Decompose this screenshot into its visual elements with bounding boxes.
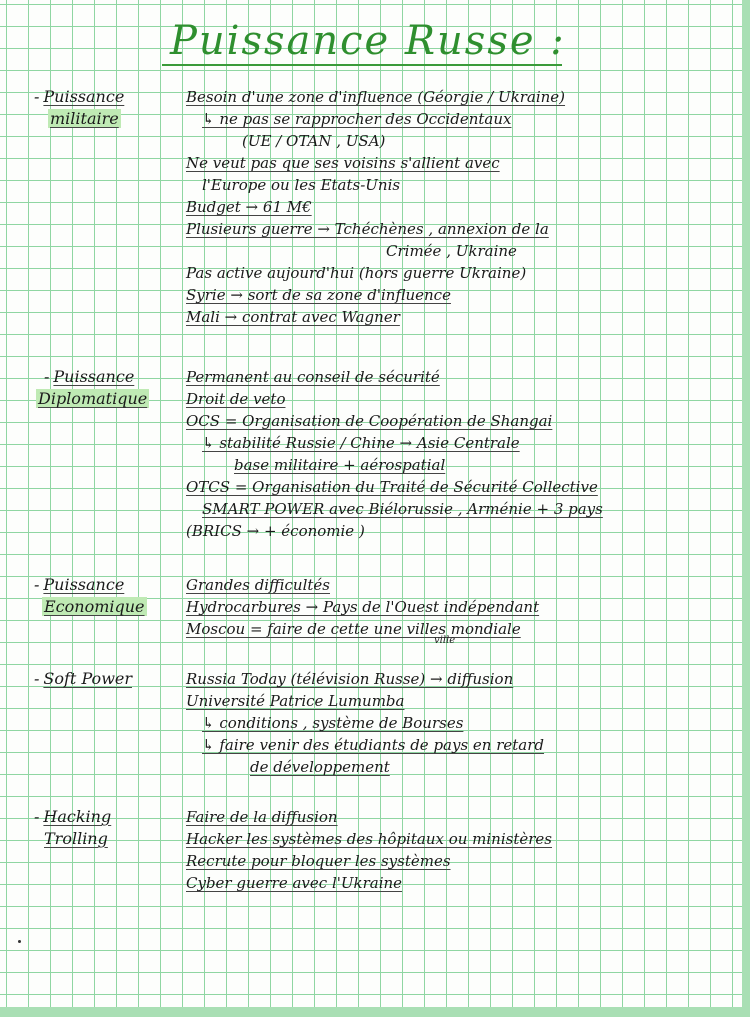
note-line: Faire de la diffusion bbox=[186, 808, 338, 826]
note-line-annotation: ville bbox=[434, 635, 456, 646]
note-line: OCS = Organisation de Coopération de Shangai bbox=[186, 412, 553, 430]
heading-line: Puissance bbox=[43, 575, 125, 594]
note-line: ↳ conditions , système de Bourses bbox=[202, 714, 464, 732]
note-line: Besoin d'une zone d'influence (Géorgie / Ukraine) bbox=[186, 88, 566, 106]
note-line: Permanent au conseil de sécurité bbox=[186, 368, 440, 386]
section-heading: - Hacking Trolling bbox=[34, 807, 112, 848]
heading-line: Soft Power bbox=[43, 669, 132, 688]
heading-line: Hacking bbox=[43, 807, 112, 826]
note-line: Russia Today (télévision Russe) → diffusion bbox=[186, 670, 514, 688]
note-line: (UE / OTAN , USA) bbox=[242, 132, 386, 150]
note-line: ↳ stabilité Russie / Chine → Asie Centrale bbox=[202, 434, 520, 452]
note-line: Hydrocarbures → Pays de l'Ouest indépendant bbox=[186, 598, 540, 616]
note-line: ↳ faire venir des étudiants de pays en retard bbox=[202, 736, 545, 754]
section-body bbox=[186, 806, 726, 894]
note-line: Cyber guerre avec l'Ukraine bbox=[186, 874, 403, 892]
note-line: Pas active aujourd'hui (hors guerre Ukraine) bbox=[186, 264, 527, 282]
note-line: Budget → 61 M€ bbox=[186, 198, 312, 216]
heading-line: Diplomatique bbox=[38, 389, 148, 408]
section-heading: - Soft Power bbox=[34, 669, 132, 688]
note-line: Hacker les systèmes des hôpitaux ou ministères bbox=[186, 830, 552, 848]
section-body bbox=[186, 86, 726, 328]
note-line: Plusieurs guerre → Tchéchènes , annexion de la bbox=[186, 220, 549, 238]
note-line: ↳ ne pas se rapprocher des Occidentaux bbox=[202, 110, 512, 128]
note-line: Moscou = faire de cette une villes mondiale bbox=[186, 620, 521, 638]
heading-line: militaire bbox=[50, 109, 119, 128]
section-body bbox=[186, 366, 726, 542]
note-line: l'Europe ou les Etats-Unis bbox=[202, 176, 401, 194]
note-line: Recrute pour bloquer les systèmes bbox=[186, 852, 451, 870]
title-underline bbox=[162, 64, 562, 66]
section-body bbox=[186, 668, 726, 778]
note-line: Mali → contrat avec Wagner bbox=[186, 308, 400, 326]
note-line: OTCS = Organisation du Traité de Sécurité Collective bbox=[186, 478, 598, 496]
section-heading: - Puissance Economique bbox=[34, 575, 145, 616]
pen-dot bbox=[18, 940, 21, 943]
section-heading: - Puissance Diplomatique bbox=[38, 367, 148, 408]
note-line: de développement bbox=[250, 758, 390, 776]
note-line: base militaire + aérospatial bbox=[234, 456, 446, 474]
note-line: Droit de veto bbox=[186, 390, 286, 408]
heading-line: Puissance bbox=[43, 87, 125, 106]
heading-line: Economique bbox=[44, 597, 145, 616]
note-line: Syrie → sort de sa zone d'influence bbox=[186, 286, 451, 304]
note-line: SMART POWER avec Biélorussie , Arménie + 3 pays bbox=[202, 500, 603, 518]
page-title: Puissance Russe : bbox=[170, 18, 566, 64]
heading-line: Trolling bbox=[44, 829, 108, 848]
heading-line: Puissance bbox=[53, 367, 135, 386]
section-body bbox=[186, 574, 726, 646]
section-heading: - Puissance militaire bbox=[34, 87, 125, 128]
note-line: Grandes difficultés bbox=[186, 576, 330, 594]
note-line: Ne veut pas que ses voisins s'allient avec bbox=[186, 154, 500, 172]
note-line: (BRICS → + économie ) bbox=[186, 522, 365, 540]
note-line: Université Patrice Lumumba bbox=[186, 692, 405, 710]
note-line: Crimée , Ukraine bbox=[386, 242, 517, 260]
